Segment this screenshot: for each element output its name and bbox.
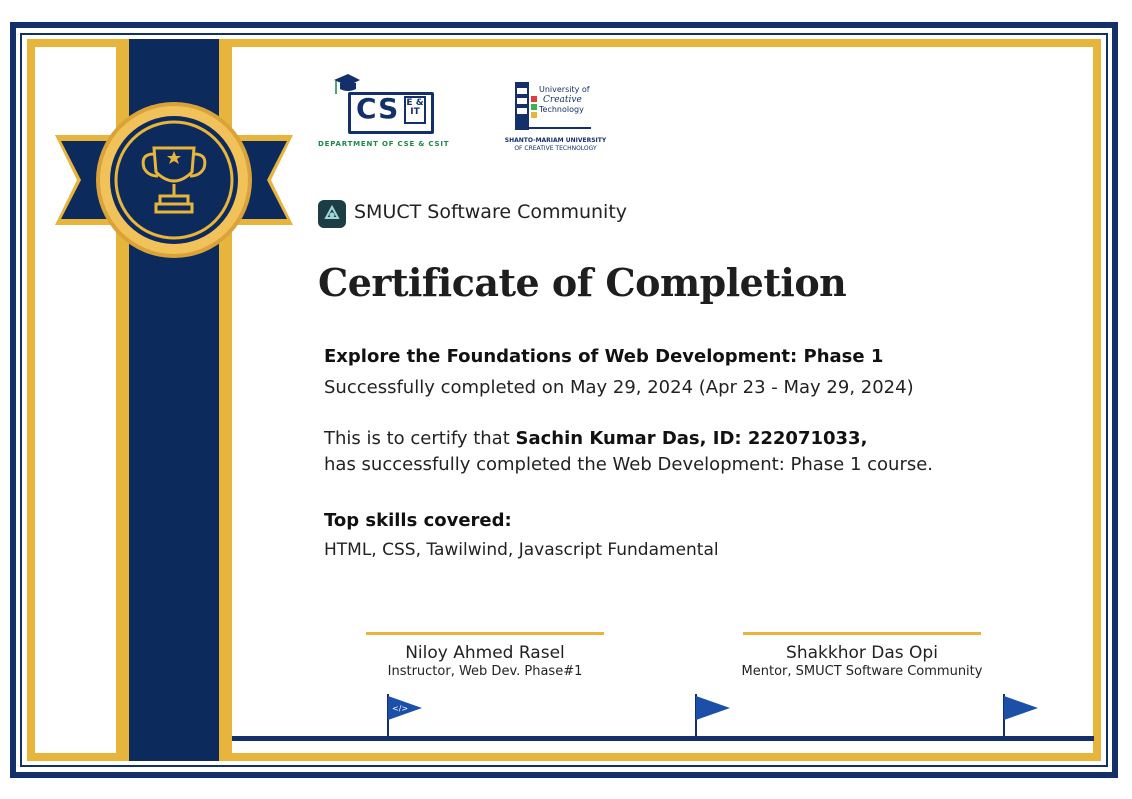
course-name: Explore the Foundations of Web Development: Phase 1 [324,346,884,367]
trophy-medal-icon [55,95,293,265]
cse-logo-sup: E & IT [404,96,426,124]
certify-line-2: has successfully completed the Web Development: Phase 1 course. [324,454,934,475]
university-name-line: SHANTO-MARIAM UNIVERSITY [504,137,607,144]
university-logo [493,80,623,160]
university-sub-line: OF CREATIVE TECHNOLOGY [514,145,597,152]
signature-mentor [712,632,1012,679]
crest-line-2: Creative [543,95,582,105]
completion-dates: Successfully completed on May 29, 2024 (Apr 23 - May 29, 2024) [324,377,914,398]
flag-icon [1002,694,1042,740]
signature-line [743,632,981,635]
logo-row [318,70,638,165]
flag-icon [694,694,734,740]
signature-instructor [350,632,620,679]
signatory-role: Mentor, SMUCT Software Community [741,664,983,679]
skills-heading: Top skills covered: [324,510,512,531]
signatory-name: Shakkhor Das Opi [786,643,938,663]
crest-line-3: Technology [539,105,584,114]
flag-code-label: </> [392,704,409,713]
recipient-name: Sachin Kumar Das, ID: 222071033, [515,428,868,449]
university-crest-icon [513,82,593,130]
community-name: SMUCT Software Community [354,201,628,223]
cse-dept-label: DEPARTMENT OF CSE & CSIT [318,140,450,148]
community-logo-icon [318,200,346,228]
university-name [493,137,618,153]
certify-prefix: This is to certify that [324,428,516,449]
bottom-rule [232,736,1094,741]
crest-line-1: University of [539,85,590,94]
signature-line [366,632,604,635]
cse-logo-text: CS [356,92,400,125]
certificate-title: Certificate of Completion [318,260,847,305]
skills-list: HTML, CSS, Tawilwind, Javascript Fundamental [324,540,719,560]
code-flag-icon [386,694,426,740]
signatory-name: Niloy Ahmed Rasel [405,643,565,663]
cse-logo [318,72,478,152]
signatory-role: Instructor, Web Dev. Phase#1 [387,664,583,679]
certify-statement [324,426,933,478]
